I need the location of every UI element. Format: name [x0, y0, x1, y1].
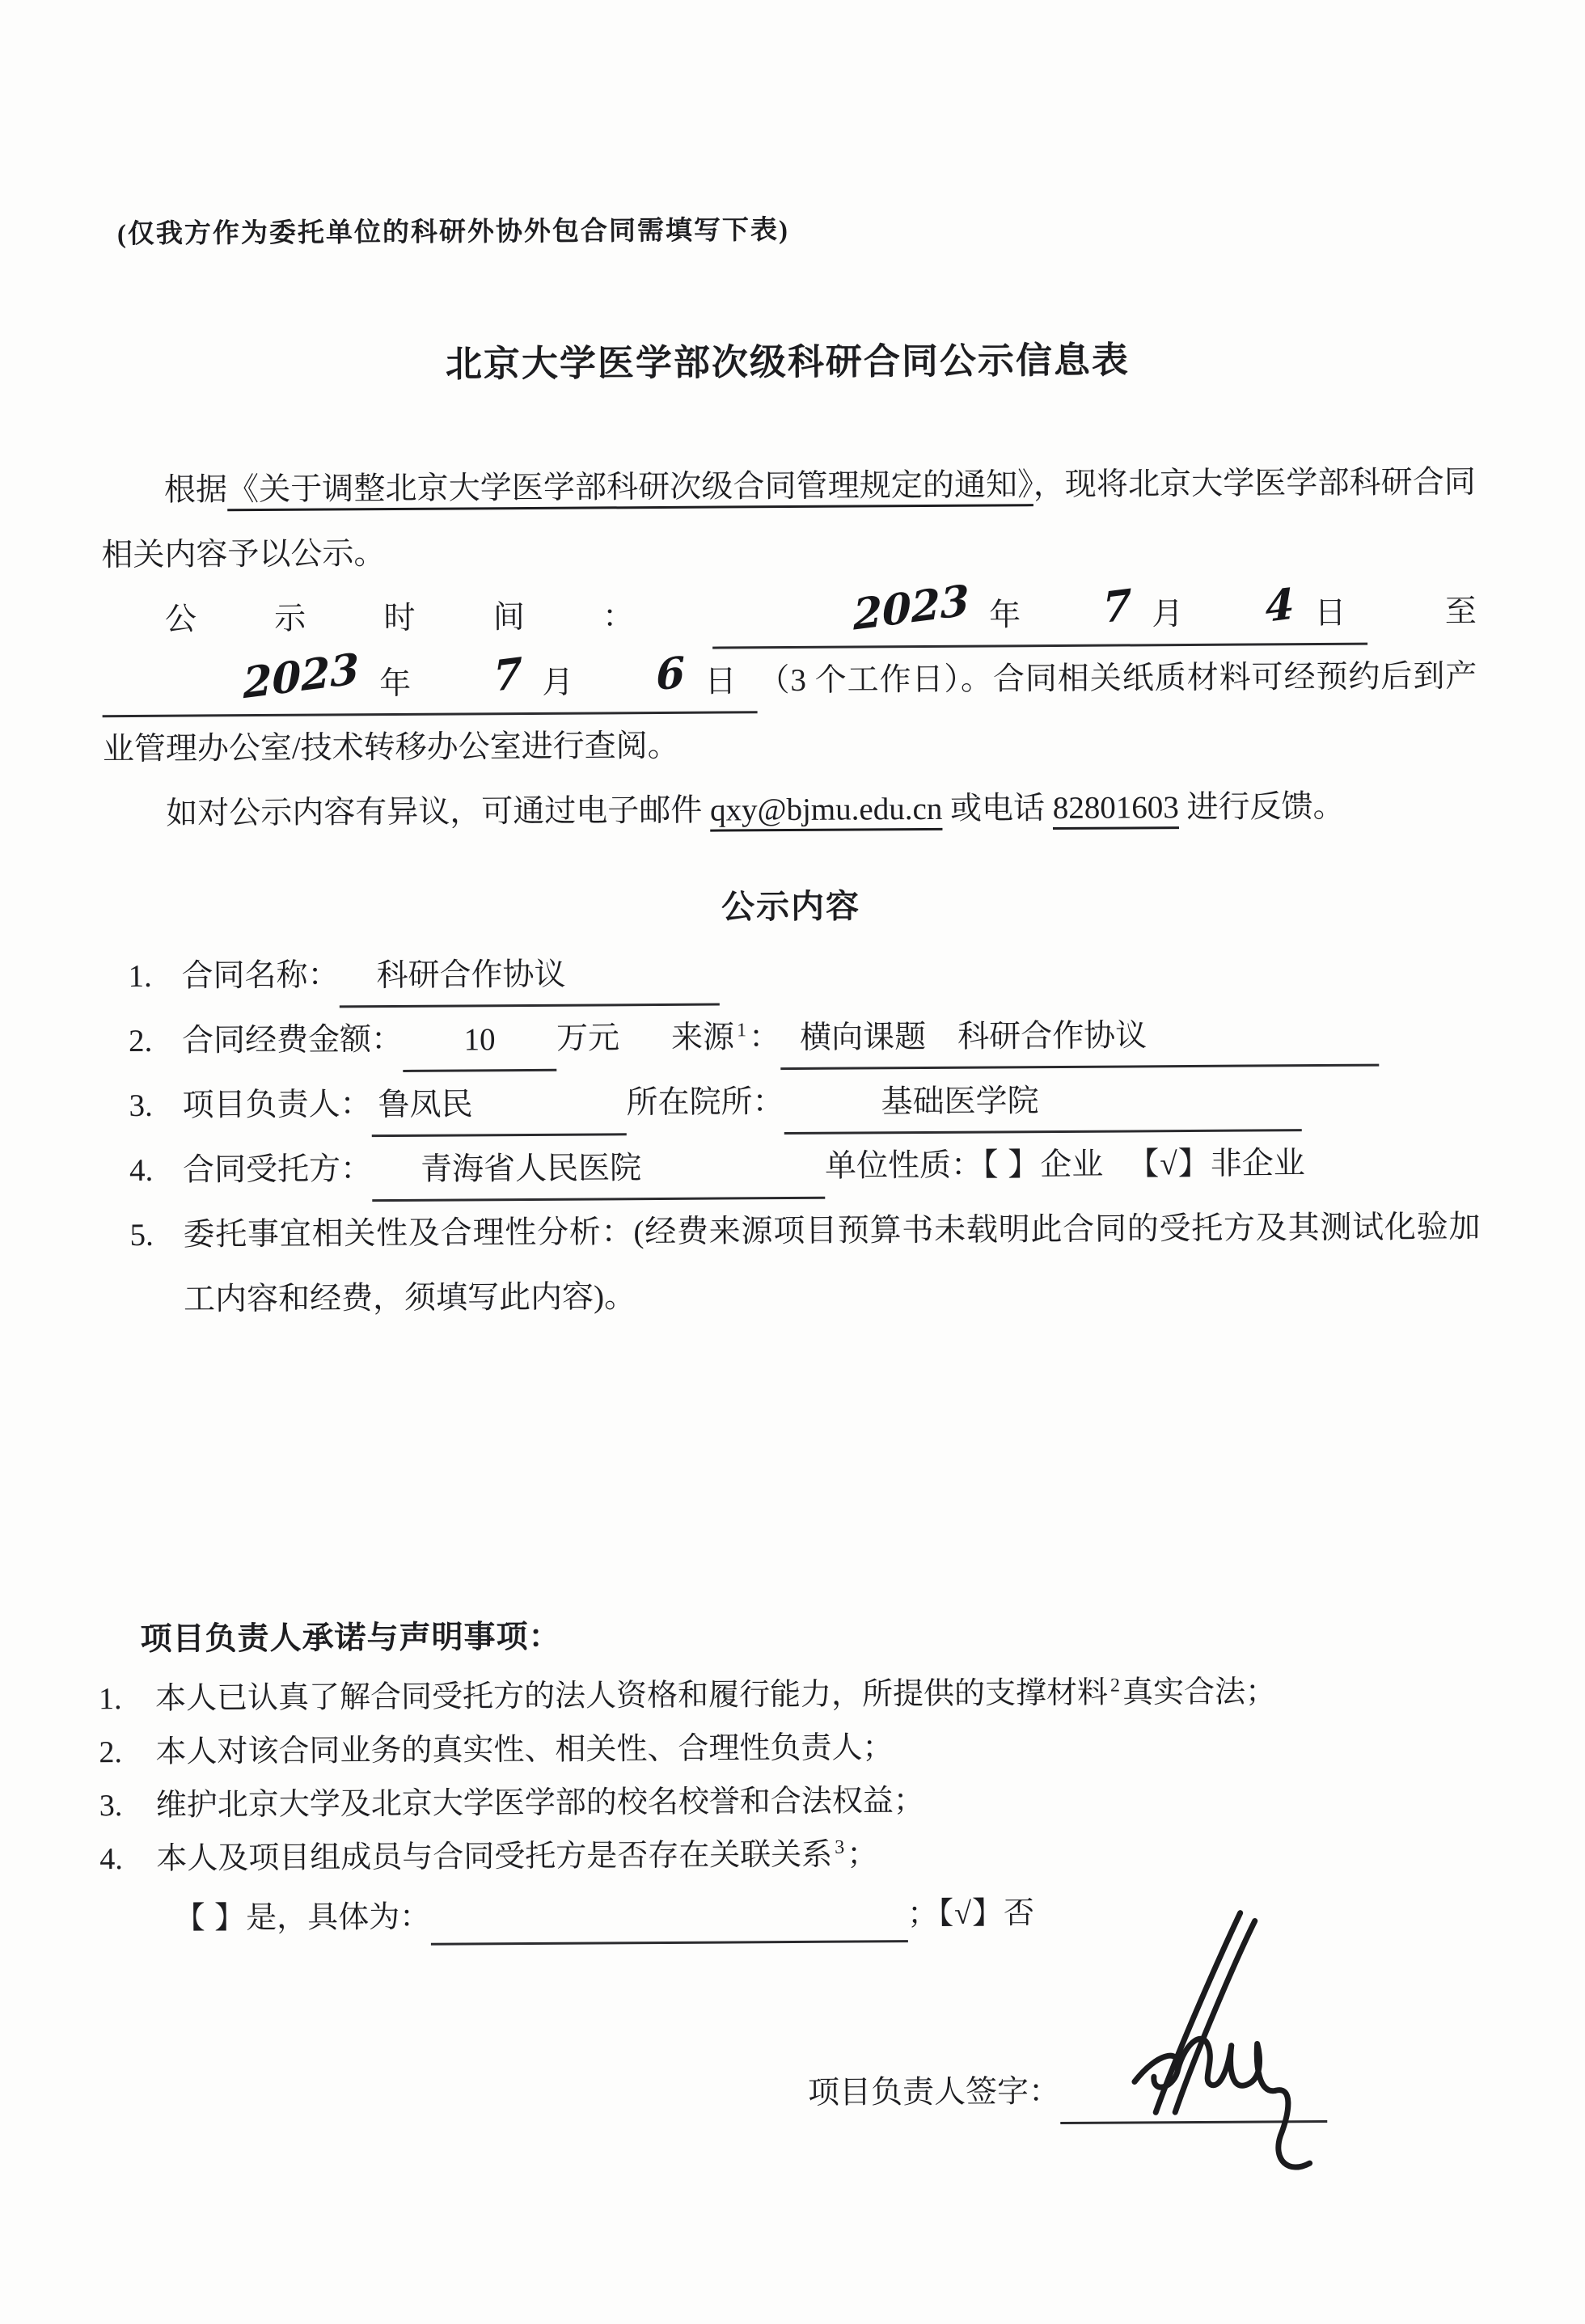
declaration-heading: 项目负责人承诺与声明事项：: [140, 1619, 561, 1657]
feedback-paragraph: [103, 774, 1477, 847]
funding-source-field[interactable]: 横向课题 科研合作协议: [780, 1006, 1379, 1071]
non-enterprise-option-label: 非企业: [1210, 1146, 1305, 1181]
regulation-title: 《关于调整北京大学医学部科研次级合同管理规定的通知》: [226, 467, 1033, 508]
intro-prefix: 根据: [163, 472, 228, 508]
year-unit: 年: [378, 666, 412, 702]
unit-nature-label: 单位性质：: [824, 1147, 983, 1184]
feedback-suffix: 进行反馈。: [1178, 788, 1345, 826]
list-item-analysis: [105, 1195, 1481, 1333]
checkbox-enterprise[interactable]: 【 】: [982, 1147, 1041, 1183]
related-separator: ；: [907, 1896, 939, 1932]
start-day-handwritten: 4: [1265, 579, 1295, 633]
month-unit: 月: [1152, 597, 1184, 632]
year-unit: 年: [988, 598, 1021, 633]
footnote-marker-3: 3: [835, 1836, 845, 1859]
period-end-field[interactable]: [102, 644, 758, 717]
start-month-handwritten: 7: [1102, 580, 1133, 634]
signature-row: [111, 2057, 1486, 2178]
period-to: 至: [1367, 594, 1477, 630]
period-label: 公示时间：: [164, 598, 712, 637]
declaration-text: 真实合法；: [1122, 1675, 1277, 1710]
declaration-text: 维护北京大学及北京大学医学部的校名校誉和合法权益；: [155, 1784, 924, 1823]
item-number: 3.: [129, 1088, 153, 1124]
publicity-period-paragraph: [102, 575, 1477, 782]
period-tail: （3 个工作日）。合同相关纸质材料可经预约后到产业管理办公室/技术转移办公室进行查阅。: [102, 658, 1477, 767]
related-no-label: 否: [1003, 1896, 1035, 1931]
checkbox-related-yes[interactable]: 【 】: [174, 1901, 247, 1936]
funding-amount-label: 合同经费金额：: [181, 1021, 404, 1058]
feedback-mid: 或电话: [942, 791, 1053, 826]
related-yes-label: 是，具体为：: [246, 1899, 431, 1936]
list-item-contract-name: [104, 936, 1478, 1009]
start-year-handwritten: 2023: [852, 575, 970, 640]
funding-unit: 万元: [556, 1020, 620, 1056]
end-day-handwritten: 6: [655, 647, 686, 701]
trustee-field[interactable]: 青海省人民医院: [372, 1139, 825, 1202]
enterprise-option-label: 企业: [1040, 1147, 1104, 1183]
dept-label: 所在院所：: [626, 1084, 784, 1121]
feedback-prefix: 如对公示内容有异议，可通过电子邮件: [166, 792, 711, 831]
month-unit: 月: [542, 665, 574, 700]
feedback-email: qxy@bjmu.edu.cn: [709, 791, 943, 828]
period-start-field[interactable]: [712, 575, 1367, 649]
intro-suffix: ，现将北京大学医学部科研合同相关内容予以公示。: [101, 464, 1476, 573]
signature-label: 项目负责人签字：: [807, 2073, 1061, 2111]
day-unit: 日: [704, 664, 737, 699]
analysis-label: 委托事宜相关性及合理性分析：: [183, 1215, 634, 1253]
list-item-pi: [104, 1066, 1479, 1139]
day-unit: 日: [1314, 595, 1346, 632]
contract-name-field[interactable]: 科研合作协议: [339, 945, 719, 1008]
checkbox-related-no-checked[interactable]: 【√】: [938, 1896, 1004, 1931]
item-number: 3.: [99, 1789, 123, 1823]
declaration-list: [98, 1664, 1485, 1947]
footnote-marker-2: 2: [1110, 1675, 1121, 1697]
funding-source-colon: ：: [748, 1020, 781, 1055]
list-item-trustee: [105, 1130, 1480, 1203]
top-note: (仅我方作为委托单位的科研外协外包合同需填写下表): [116, 216, 790, 250]
content-section-heading: 公示内容: [721, 887, 861, 926]
page-title: 北京大学医学部次级科研合同公示信息表: [445, 339, 1131, 385]
declaration-item-2: [99, 1718, 1483, 1779]
publicity-content-list: [104, 936, 1481, 1333]
signature: [1080, 1906, 1333, 2191]
item-number: 1.: [128, 958, 152, 995]
funding-amount-field[interactable]: 10: [403, 1011, 556, 1072]
declaration-text: 本人已认真了解合同受托方的法人资格和履行能力，所提供的支撑材料: [154, 1675, 1109, 1716]
list-item-funding: [104, 1001, 1479, 1074]
analysis-note: (经费来源项目预算书未载明此合同的受托方及其测试化验加工内容和经费，须填写此内容)。: [183, 1209, 1481, 1317]
intro-paragraph: [101, 450, 1477, 588]
declaration-text: ；: [847, 1837, 878, 1872]
item-number: 2.: [99, 1735, 123, 1770]
end-year-handwritten: 2023: [242, 644, 360, 709]
related-detail-field[interactable]: [430, 1884, 907, 1946]
pi-name-field[interactable]: 鲁凤民: [371, 1075, 626, 1137]
item-number: 4.: [129, 1152, 154, 1189]
footnote-marker-1: 1: [736, 1020, 747, 1042]
declaration-text: 本人及项目组成员与合同受托方是否存在关联关系: [156, 1837, 833, 1876]
checkbox-non-enterprise-checked[interactable]: 【√】: [1127, 1146, 1211, 1182]
pi-label: 项目负责人：: [182, 1087, 372, 1123]
declaration-item-1: [99, 1664, 1483, 1726]
feedback-phone: 82801603: [1052, 790, 1179, 826]
declaration-item-4: [99, 1824, 1484, 1886]
item-number: 5.: [129, 1217, 154, 1253]
item-number: 1.: [98, 1682, 122, 1717]
item-number: 4.: [99, 1842, 123, 1877]
contract-name-label: 合同名称：: [181, 957, 340, 994]
item-number: 2.: [128, 1023, 153, 1059]
signature-field[interactable]: [1060, 2064, 1327, 2124]
declaration-item-3: [99, 1771, 1484, 1832]
funding-source-label: 来源: [670, 1020, 735, 1055]
declaration-text: 本人对该合同业务的真实性、相关性、合理性负责人；: [155, 1730, 894, 1769]
dept-field[interactable]: 基础医学院: [784, 1071, 1301, 1135]
end-month-handwritten: 7: [492, 648, 523, 702]
trustee-label: 合同受托方：: [182, 1151, 373, 1188]
